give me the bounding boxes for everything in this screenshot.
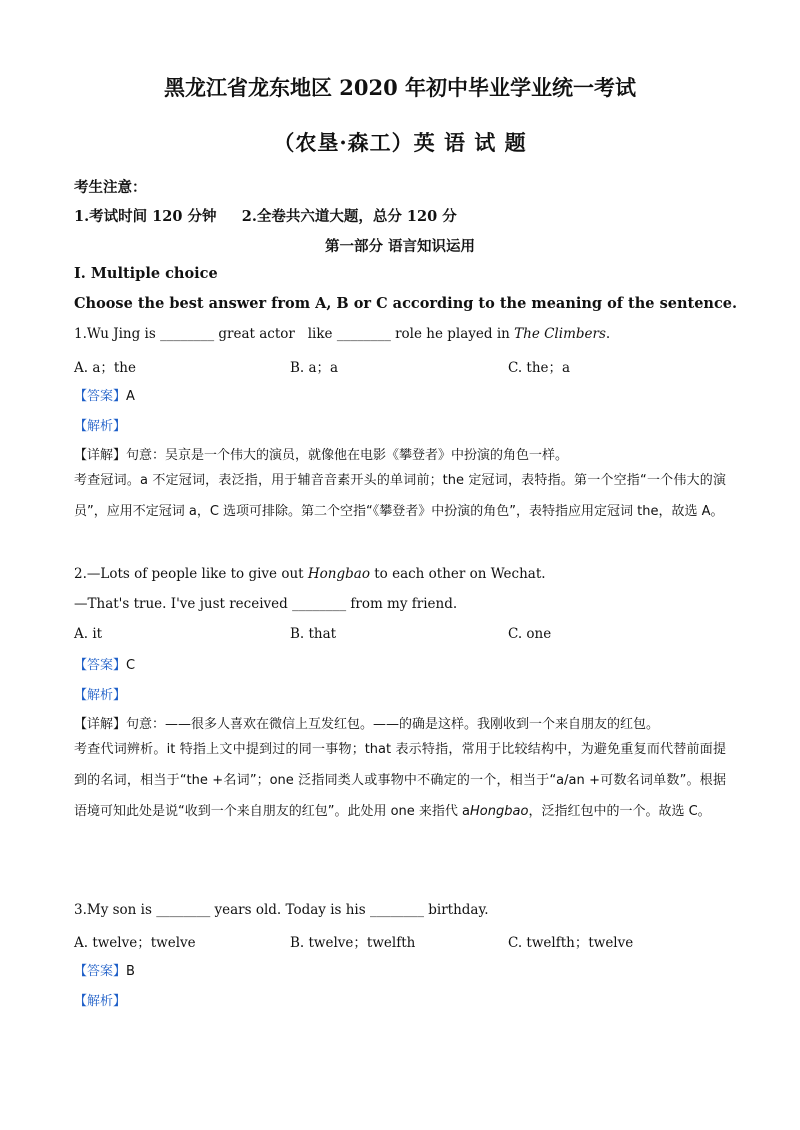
stem-text: 2.—Lots of people like to give out: [74, 566, 308, 582]
question-1-analysis: [74, 415, 126, 434]
stem-text-end: to each other on Wechat.: [369, 566, 546, 582]
detail-tag: 【详解】: [74, 717, 127, 732]
question-2-detail: [74, 713, 659, 732]
question-2-stem-2: —That's true. I've just received ________ from my friend.: [74, 596, 458, 612]
question-1-explanation: 考查冠词。a 不定冠词，表泛指，用于辅音音素开头的单词前；the 定冠词，表特指。第一个空指“一个伟大的演员”，应用不定冠词 a，C 选项可排除。第二个空指“《攀登者》中扮演的角色”，表特指应用定冠词 the，故选 A。: [74, 473, 726, 519]
question-1-stem: [74, 326, 610, 342]
question-3-answer: [74, 960, 135, 979]
explain-text-end: ，泛指红包中的一个。故选 C。: [528, 804, 711, 819]
question-1-answer: [74, 385, 135, 404]
part-title: 第一部分 语言知识运用: [324, 238, 476, 255]
question-3-option-a: A. twelve；twelve: [74, 935, 196, 951]
question-3-stem: 3.My son is ________ years old. Today is his ________ birthday.: [74, 902, 489, 918]
stem-italic: Hongbao: [307, 566, 370, 582]
question-1-detail: [74, 444, 568, 463]
question-2-explanation: [74, 734, 726, 827]
question-2-answer: [74, 654, 135, 673]
question-3-analysis: [74, 990, 126, 1009]
answer-value: C: [126, 658, 136, 673]
answer-tag: 【答案】: [74, 658, 127, 673]
notice-label: 考生注意：: [74, 179, 147, 196]
question-1-option-c: C. the；a: [508, 360, 571, 376]
section-title: I. Multiple choice: [74, 265, 218, 282]
analysis-tag: 【解析】: [74, 994, 127, 1009]
question-2-option-a: A. it: [74, 626, 103, 642]
analysis-tag: 【解析】: [74, 419, 127, 434]
answer-tag: 【答案】: [74, 389, 127, 404]
answer-tag: 【答案】: [74, 964, 127, 979]
stem-italic: The Climbers: [514, 326, 606, 342]
detail-text: 句意：——很多人喜欢在微信上互发红包。——的确是这样。我刚收到一个来自朋友的红包。: [126, 717, 660, 732]
explain-text: 考查代词辨析。it 特指上文中提到过的同一事物；that 表示特指，常用于比较结构中，为避免重复而代替前面提到的名词，相当于“the +名词”；one 泛指同类人或事物中不确定的一个，相当于“a/an +可数名词单数”。根据语境可知此处是说“收到一个来自朋友的红包”。此处用 one 来指代 a: [74, 742, 726, 819]
question-2-option-c: C. one: [508, 626, 552, 642]
question-1-option-a: A. a；the: [74, 360, 136, 376]
question-2-option-b: B. that: [290, 626, 337, 642]
exam-subtitle: （农垦·森工）英 语 试 题: [273, 130, 527, 155]
question-1-option-b: B. a；a: [290, 360, 339, 376]
detail-text: 句意：吴京是一个伟大的演员，就像他在电影《攀登者》中扮演的角色一样。: [126, 448, 569, 463]
question-2-analysis: [74, 684, 126, 703]
answer-value: A: [126, 389, 135, 404]
analysis-tag: 【解析】: [74, 688, 127, 703]
stem-text: 1.Wu Jing is ________ great actor like ________ role he played in: [74, 326, 515, 342]
explain-italic: Hongbao: [470, 804, 529, 819]
question-3-option-c: C. twelfth；twelve: [508, 935, 634, 951]
notice-rules: 1.考试时间 120 分钟 2.全卷共六道大题，总分 120 分: [74, 208, 457, 225]
section-instruction: Choose the best answer from A, B or C according to the meaning of the sentence.: [74, 295, 738, 312]
stem-text-end: .: [605, 326, 611, 342]
exam-title: 黑龙江省龙东地区 2020 年初中毕业学业统一考试: [163, 75, 637, 100]
answer-value: B: [126, 964, 135, 979]
detail-tag: 【详解】: [74, 448, 127, 463]
question-2-stem-1: [74, 566, 546, 582]
question-3-option-b: B. twelve；twelfth: [290, 935, 416, 951]
